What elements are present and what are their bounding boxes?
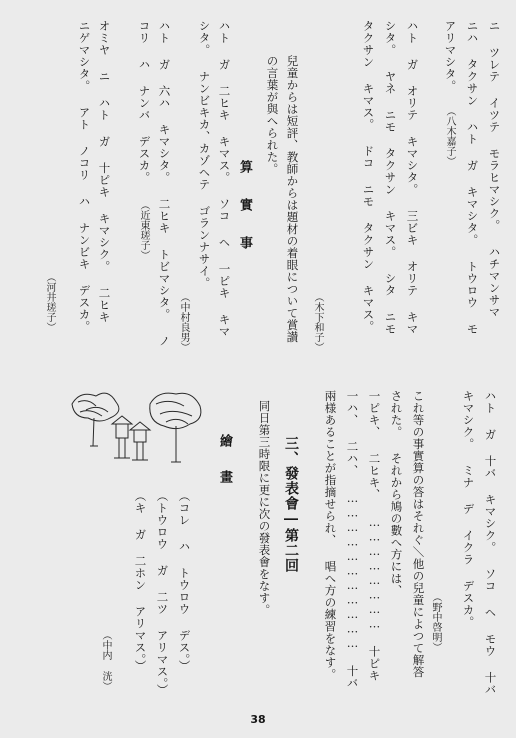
text-line: 兩様あることが指摘せられ、 唱へ方の練習をなす。 (323, 390, 338, 681)
tree-canopy-right (150, 393, 201, 428)
tree-trunk-right (171, 426, 181, 462)
text-line: シタ。 ヤネ ニモ タクサン キマス。 シタ ニモ (383, 20, 398, 335)
text-line: コリ ハ ナンバ デスカ。 (137, 20, 152, 184)
text-line: ニ ツレテ イツテ モラヒマシク。 ハチマンサマ (487, 20, 502, 318)
tree-scribble-left (78, 401, 108, 416)
text-line: 一ピキ、 二ヒキ、 …………………… 十ピキ (367, 390, 382, 682)
text-line: これ等の事實算の答はそれぐ＼他の兒童によつて解答 (411, 390, 426, 678)
page-number: 38 (250, 713, 266, 726)
drawing-title: 繪 畫 (217, 434, 232, 488)
text-line: （キ ガ 二ホン アリマス。） (133, 490, 148, 672)
author-name: （河井瑳子） (44, 272, 55, 332)
text-line: （トウロウ ガ 二ツ アリマス。） (155, 490, 170, 696)
drawing-illustration (66, 384, 206, 474)
text-line: ニハ タクサン ハト ガ キマシタ。 トウロウ モ (465, 20, 480, 335)
text-line: 同日第三時限に更に次の發表會をなす。 (257, 400, 272, 616)
text-line: キマシク。 ミナ デ イクラ デスカ。 (461, 390, 476, 628)
section-heading: 三、發表會―第二回 (283, 436, 299, 573)
text-line: ハト ガ 二ヒキ キマス。 ソコ ヘ 一ピキ キマ (217, 20, 232, 338)
tree-scribble-right (156, 401, 192, 424)
tree-trunk-left (90, 418, 98, 446)
text-line: ハト ガ 六ハ キマシタ。 二ヒキ トビマシタ。 ノ (157, 20, 172, 347)
author-name: （中村良男） (178, 292, 189, 352)
author-name: （野中啓明） (430, 592, 441, 652)
lantern-right-body (134, 430, 146, 442)
text-line: 兒童からは短評、教師からは題材の着眼について賞讃 (285, 55, 300, 343)
text-line: オミヤ ニ ハト ガ 十ピキ キマシク。 二ヒキ (97, 20, 112, 323)
text-line: タクサン キマス。 ドコ ニモ タクサン キマス。 (361, 20, 376, 333)
author-name: （木下和子） (312, 292, 323, 352)
text-line: ニゲマシタ。 アト ノコリ ハ ナンビキ デスカ。 (77, 20, 92, 333)
section-title: 算 實 事 (237, 160, 252, 254)
author-name: （近東瑳子） (138, 200, 149, 260)
text-line: 一ハ、 二ハ、 …………………………… 十バ (345, 390, 360, 689)
text-line: ハト ガ オリテ キマシタ。 三ビキ オリテ キマ (405, 20, 420, 335)
lantern-left-body (116, 424, 128, 438)
text-line: された。 それから鳩の數へ方には、 (389, 390, 404, 597)
text-line: シタ。 ナンビキカ、カゾヘテ ゴランナサイ。 (197, 20, 212, 289)
author-name: （中内 洸） (100, 630, 111, 691)
lantern-right-roof (130, 422, 150, 460)
text-line: ハト ガ 十バ キマシク。 ソコ ヘ モウ 十バ (483, 390, 498, 696)
lantern-left-roof (112, 416, 132, 458)
text-line: アリマシタ。 (443, 20, 458, 92)
text-line: の言葉が與へられた。 (265, 55, 280, 175)
author-name: （八木嘉子） (444, 106, 455, 166)
text-line: （コレ ハ トウロウ デス。） (177, 490, 192, 672)
